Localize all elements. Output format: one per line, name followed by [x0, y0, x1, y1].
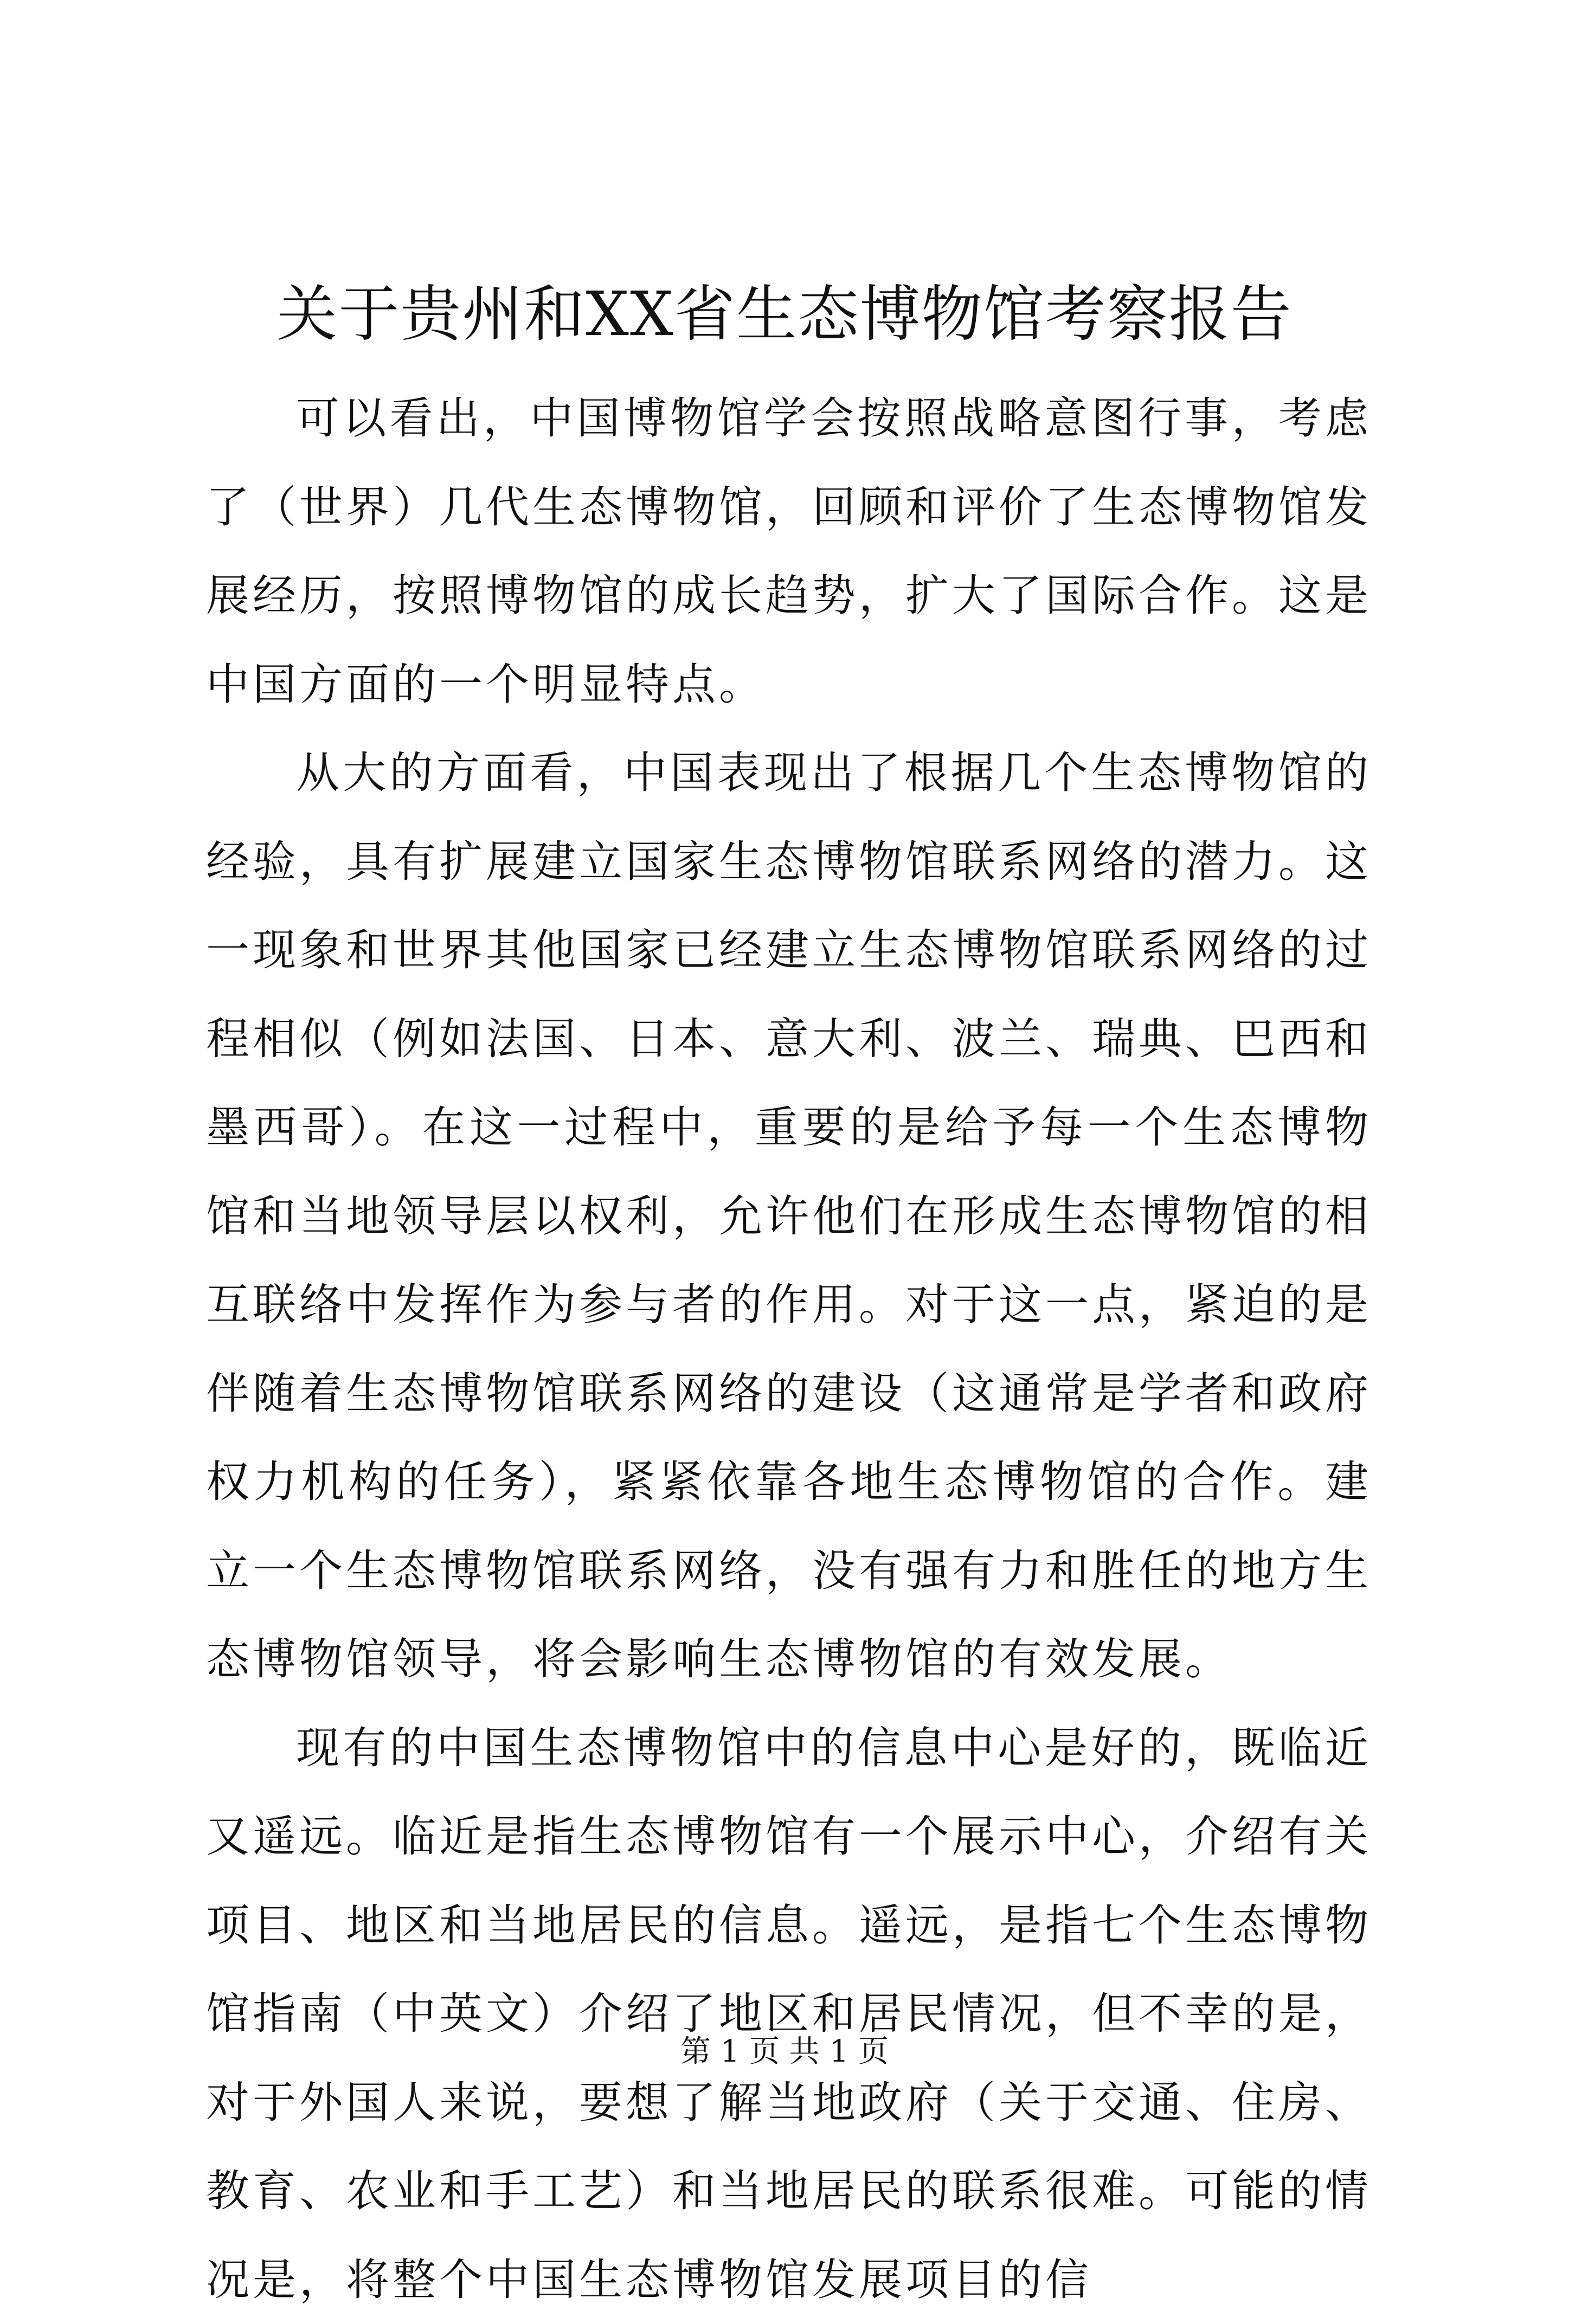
page-number-footer: 第 1 页 共 1 页 [0, 2030, 1569, 2074]
paragraph-1: 可以看出，中国博物馆学会按照战略意图行事，考虑了（世界）几代生态博物馆，回顾和评价了生态博物馆发展经历，按照博物馆的成长趋势，扩大了国际合作。这是中国方面的一个明显特点。 [206, 374, 1372, 729]
paragraph-2: 从大的方面看，中国表现出了根据几个生态博物馆的经验，具有扩展建立国家生态博物馆联系网络的潜力。这一现象和世界其他国家已经建立生态博物馆联系网络的过程相似（例如法国、日本、意大利、波兰、瑞典、巴西和墨西哥）。在这一过程中，重要的是给予每一个生态博物馆和当地领导层以权利，允许他们在形成生态博物馆的相互联络中发挥作为参与者的作用。对于这一点，紧迫的是伴随着生态博物馆联系网络的建设（这通常是学者和政府权力机构的任务），紧紧依靠各地生态博物馆的合作。建立一个生态博物馆联系网络，没有强有力和胜任的地方生态博物馆领导，将会影响生态博物馆的有效发展。 [206, 729, 1372, 1704]
document-title: 关于贵州和XX省生态博物馆考察报告 [206, 271, 1363, 358]
paragraph-3: 现有的中国生态博物馆中的信息中心是好的，既临近又遥远。临近是指生态博物馆有一个展示中心，介绍有关项目、地区和当地居民的信息。遥远，是指七个生态博物馆指南（中英文）介绍了地区和居民情况，但不幸的是，对于外国人来说，要想了解当地政府（关于交通、住房、教育、农业和手工艺）和当地居民的联系很难。可能的情况是，将整个中国生态博物馆发展项目的信 [206, 1704, 1372, 2324]
